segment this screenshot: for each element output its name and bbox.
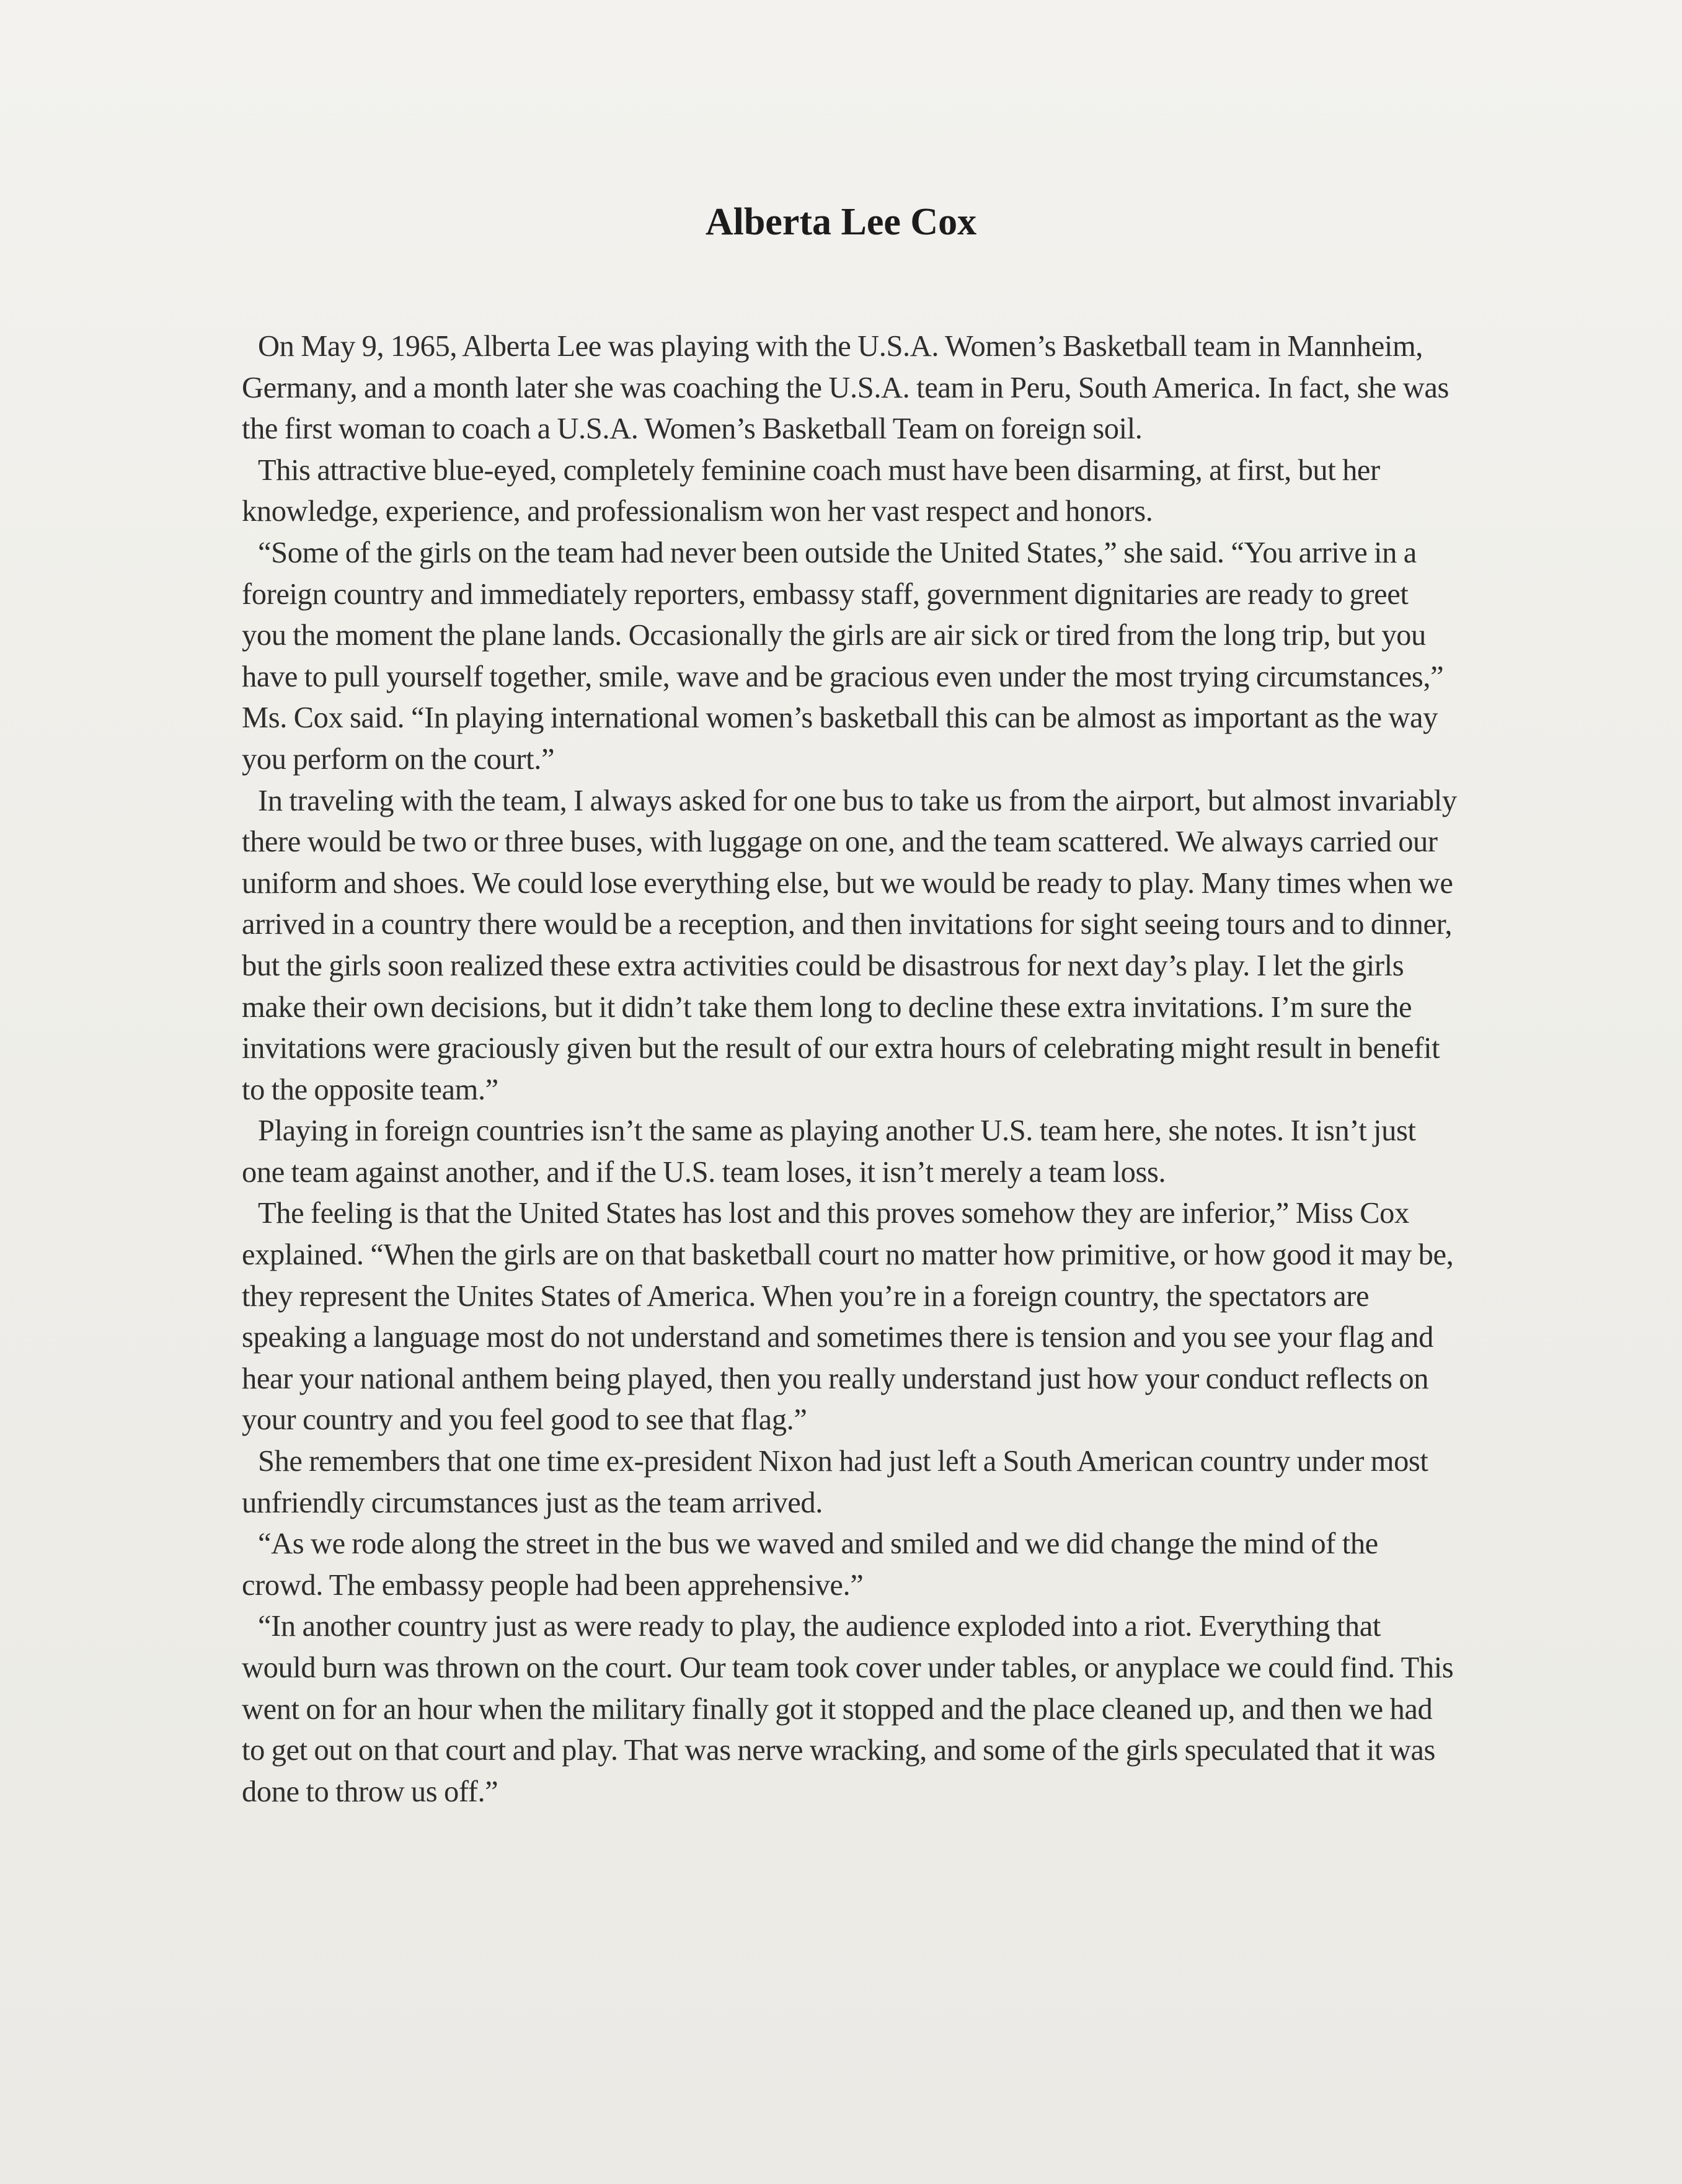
- page-title: Alberta Lee Cox: [705, 201, 977, 243]
- paragraph: “As we rode along the street in the bus we waved and smiled and we did change the mind of the crowd. The embassy people had been apprehensive.”: [242, 1527, 1378, 1602]
- paragraph: On May 9, 1965, Alberta Lee was playing with the U.S.A. Women’s Basketball team in Mannheim, Germany, and a month later she was coaching the U.S.A. team in Peru, South America. In fact, she was the first woman to coach a U.S.A. Women’s Basketball Team on foreign soil.: [242, 330, 1450, 446]
- paragraph: In traveling with the team, I always asked for one bus to take us from the airport, but almost invariably there would be two or three buses, with luggage on one, and the team scattered. We always carried our uniform and shoes. We could lose everything else, but we would be ready to play. Many times when we arrived in a country there would be a reception, and then invitations for sight seeing tours and to dinner, but the girls soon realized these extra activities could be disastrous for next day’s play. I let the girls make their own decisions, but it didn’t take them long to decline these extra invitations. I’m sure the invitations were graciously given but the result of our extra hours of celebrating might result in benefit to the opposite team.”: [242, 784, 1457, 1106]
- paragraph: Playing in foreign countries isn’t the same as playing another U.S. team here, she notes. It isn’t just one team against another, and if the U.S. team loses, it isn’t merely a team loss.: [242, 1114, 1416, 1189]
- paragraph: “In another country just as were ready to play, the audience exploded into a riot. Everything that would burn was thrown on the court. Our team took cover under tables, or anyplace we could find. This went on for an hour when the military finally got it stopped and the place cleaned up, and then we had to get out on that court and play. That was nerve wracking, and some of the girls speculated that it was done to throw us off.”: [242, 1610, 1454, 1808]
- paragraph: This attractive blue-eyed, completely feminine coach must have been disarming, at first, but her knowledge, experience, and professionalism won her vast respect and honors.: [242, 453, 1380, 528]
- paragraph: She remembers that one time ex-president Nixon had just left a South American country under most unfriendly circumstances just as the team arrived.: [242, 1445, 1428, 1519]
- paragraph: “Some of the girls on the team had never been outside the United States,” she said. “You arrive in a foreign country and immediately reporters, embassy staff, government dignitaries are ready to greet you the moment the plane lands. Occasionally the girls are air sick or tired from the long trip, but you have to pull yourself together, smile, wave and be gracious even under the most trying circumstances,” Ms. Cox said. “In playing international women’s basketball this can be almost as important as the way you perform on the court.”: [242, 536, 1444, 776]
- article-body: [242, 326, 1457, 1813]
- paragraph: The feeling is that the United States has lost and this proves somehow they are inferior,” Miss Cox explained. “When the girls are on that basketball court no matter how primitive, or how good it may be, they represent the Unites States of America. When you’re in a foreign country, the spectators are speaking a language most do not understand and sometimes there is tension and you see your flag and hear your national anthem being played, then you really understand just how your conduct reflects on your country and you feel good to see that flag.”: [242, 1197, 1454, 1437]
